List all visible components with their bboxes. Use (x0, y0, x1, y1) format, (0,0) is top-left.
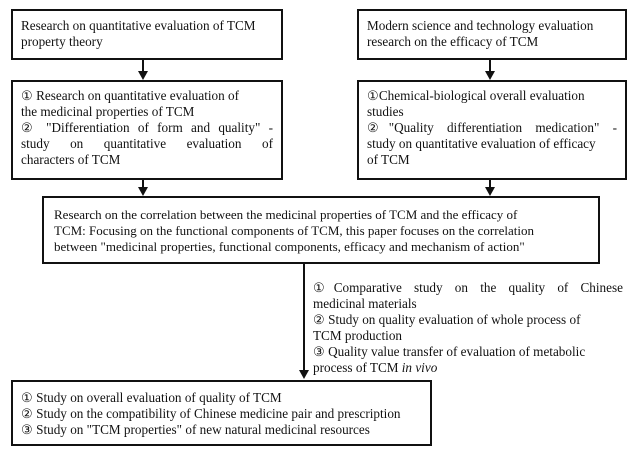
arrowhead-correlation (299, 370, 309, 379)
box-chemical-biological-line-5: of TCM (367, 152, 410, 167)
box-property-research-line-4: study on quantitative evaluation of (21, 136, 273, 151)
side-annotation-line-5: ③ Quality value transfer of evaluation of metabolic (313, 344, 586, 359)
side-annotation-in-vivo: in vivo (401, 360, 438, 375)
arrowhead-property-theory (138, 71, 148, 80)
arrowhead-property-research (138, 187, 148, 196)
box-property-theory-line-2: property theory (21, 34, 103, 49)
box-modern-evaluation-line-1: Modern science and technology evaluation (367, 18, 594, 33)
box-property-research (11, 80, 283, 180)
box-property-research-line-2: the medicinal properties of TCM (21, 104, 195, 119)
box-correlation (42, 196, 600, 264)
arrowhead-chemical (485, 187, 495, 196)
side-annotation-line-6-text: process of TCM (313, 360, 402, 375)
box-correlation-line-1: Research on the correlation between the medicinal properties of TCM and the efficacy of (54, 207, 518, 222)
box-chemical-biological-line-4: study on quantitative evaluation of efficacy (367, 136, 596, 151)
box-property-research-line-3: ② "Differentiation of form and quality" - (21, 120, 273, 135)
side-annotation-line-3: ② Study on quality evaluation of whole process of (313, 312, 581, 327)
box-final-line-2: ② Study on the compatibility of Chinese medicine pair and prescription (21, 406, 401, 421)
box-final-line-1: ① Study on overall evaluation of quality of TCM (21, 390, 282, 405)
box-correlation-line-3: between "medicinal properties, functional components, efficacy and mechanism of action" (54, 239, 525, 254)
arrowhead-modern (485, 71, 495, 80)
box-property-research-line-1: ① Research on quantitative evaluation of (21, 88, 239, 103)
side-annotation-line-6 (313, 360, 623, 376)
side-annotation (313, 280, 623, 376)
side-annotation-line-4: TCM production (313, 328, 403, 343)
box-chemical-biological-line-1: ①Chemical-biological overall evaluation (367, 88, 585, 103)
box-modern-evaluation (357, 9, 627, 60)
box-final (11, 380, 432, 446)
box-final-line-3: ③ Study on "TCM properties" of new natural medicinal resources (21, 422, 370, 437)
side-annotation-line-2: medicinal materials (313, 296, 417, 311)
box-chemical-biological-line-2: studies (367, 104, 404, 119)
box-property-theory (11, 9, 283, 60)
box-modern-evaluation-line-2: research on the efficacy of TCM (367, 34, 539, 49)
box-correlation-line-2: TCM: Focusing on the functional components of TCM, this paper focuses on the correlation (54, 223, 534, 238)
side-annotation-line-1: ①Comparative study on the quality of Chinese (313, 280, 623, 295)
box-property-research-line-5: characters of TCM (21, 152, 121, 167)
box-property-theory-line-1: Research on quantitative evaluation of TCM (21, 18, 256, 33)
box-chemical-biological (357, 80, 627, 180)
box-chemical-biological-line-3: ②"Quality differentiation medication" - (367, 120, 617, 135)
